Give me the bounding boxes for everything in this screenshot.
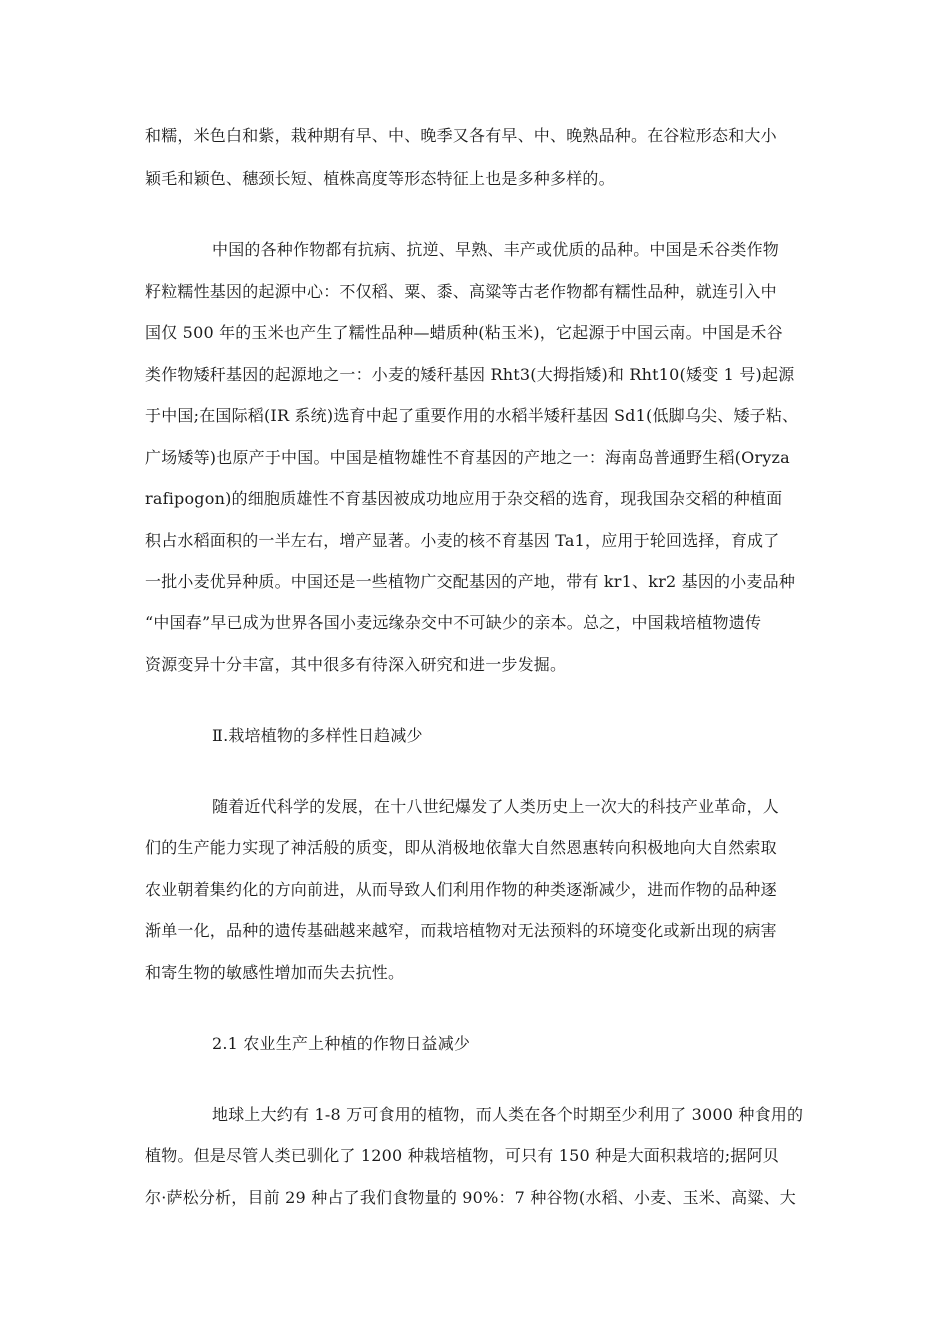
section-heading: Ⅱ.栽培植物的多样性日趋减少 <box>212 726 423 745</box>
text-line: 籽粒糯性基因的起源中心：不仅稻、粟、黍、高粱等古老作物都有糯性品种，就连引入中 <box>145 282 777 301</box>
text-line: “中国春”早已成为世界各国小麦远缘杂交中不可缺少的亲本。总之，中国栽培植物遗传 <box>145 613 762 632</box>
text-line: 类作物矮秆基因的起源地之一：小麦的矮秆基因 Rht3(大拇指矮)和 Rht10(矮变 1 号)起源 <box>145 365 795 384</box>
text-line: 和糯，米色白和紫，栽种期有早、中、晚季又各有早、中、晚熟品种。在谷粒形态和大小 <box>145 126 777 145</box>
text-line: 植物。但是尽管人类已驯化了 1200 种栽培植物，可只有 150 种是大面积栽培的;据阿贝 <box>145 1146 779 1165</box>
text-line: 和寄生物的敏感性增加而失去抗性。 <box>145 963 405 982</box>
subsection-heading: 2.1 农业生产上种植的作物日益减少 <box>212 1034 471 1053</box>
text-line: 于中国;在国际稻(IR 系统)选育中起了重要作用的水稻半矮秆基因 Sd1(低脚乌尖、矮子粘、 <box>145 406 799 425</box>
text-line: rafipogon)的细胞质雄性不育基因被成功地应用于杂交稻的选育，现我国杂交稻的种植面 <box>145 489 783 508</box>
text-line: 中国的各种作物都有抗病、抗逆、早熟、丰产或优质的品种。中国是禾谷类作物 <box>212 240 780 259</box>
text-line: 地球上大约有 1-8 万可食用的植物，而人类在各个时期至少利用了 3000 种食用的 <box>212 1105 804 1124</box>
text-line: 积占水稻面积的一半左右，增产显著。小麦的核不育基因 Ta1，应用于轮回选择，育成了 <box>145 531 780 550</box>
text-line: 国仅 500 年的玉米也产生了糯性品种—蜡质种(粘玉米)，它起源于中国云南。中国是禾谷 <box>145 323 783 342</box>
text-line: 农业朝着集约化的方向前进，从而导致人们利用作物的种类逐渐减少，进而作物的品种逐 <box>145 880 777 899</box>
text-line: 一批小麦优异种质。中国还是一些植物广交配基因的产地，带有 kr1、kr2 基因的小麦品种 <box>145 572 796 591</box>
text-line: 资源变异十分丰富，其中很多有待深入研究和进一步发掘。 <box>145 655 567 674</box>
text-line: 颖毛和颖色、穗颈长短、植株高度等形态特征上也是多种多样的。 <box>145 169 615 188</box>
text-line: 随着近代科学的发展，在十八世纪爆发了人类历史上一次大的科技产业革命，人 <box>212 797 780 816</box>
text-line: 渐单一化，品种的遗传基础越来越窄，而栽培植物对无法预料的环境变化或新出现的病害 <box>145 921 777 940</box>
text-line: 尔·萨松分析，目前 29 种占了我们食物量的 90%：7 种谷物(水稻、小麦、玉米、高粱、大 <box>145 1188 796 1207</box>
text-line: 们的生产能力实现了神活般的质变，即从消极地依靠大自然恩惠转向积极地向大自然索取 <box>145 838 777 857</box>
text-line: 广场矮等)也原产于中国。中国是植物雄性不育基因的产地之一：海南岛普通野生稻(Oryza <box>145 448 790 467</box>
